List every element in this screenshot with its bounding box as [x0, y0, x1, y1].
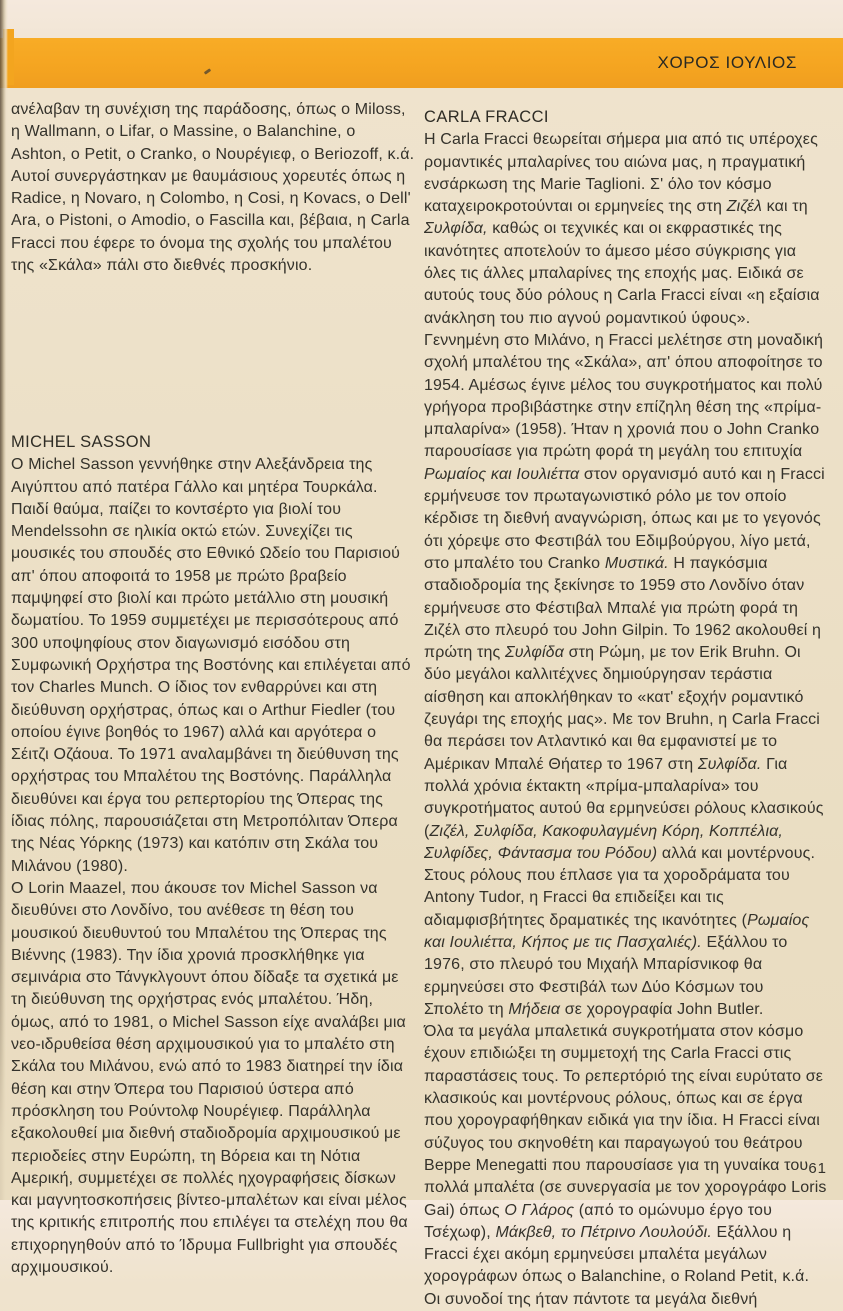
left-column-intro	[11, 99, 415, 277]
right-column-fracci	[424, 106, 827, 1311]
article-paragraph: Ο Michel Sasson γεννήθηκε στην Αλεξάνδρεια της Αιγύπτου από πατέρα Γάλλο και μητέρα Τουρκάλα. Παιδί θαύμα, παίζει το κοντσέρτο για βιολί του Mendelssohn σε ηλικία οκτώ ετών. Συνεχίζει τις μουσικές του σπουδές στο Εθνικό Ωδείο του Παρισιού απ' όπου αποφοιτά το 1958 με πρώτο βραβείο παμψηφεί στο βιολί και πρώτο μετάλλιο στη μουσική δωματίου. Το 1959 συμμετέχει με περισσότερους από 300 υποψηφίους στον διαγωνισμό εισόδου στη Συμφωνική Ορχήστρα της Βοστόνης και επιλέγεται από τον Charles Munch. Ο ίδιος τον ενθαρρύνει και στη διεύθυνση ορχήστρας, όπως και ο Arthur Fiedler (του οποίου έγινε βοηθός το 1967) αλλά και αργότερα ο Σέιτζι Οζάουα. Το 1971 αναλαμβάνει τη διεύθυνση της ορχήστρας του Μπαλέτου της Βοστόνης. Παράλληλα διευθύνει και έργα του ρεπερτορίου της Όπερας της ίδιας πόλης, παρουσιάζεται στη Μετροπόλιταν Όπερα της Νέας Υόρκης (1973) και κατόπιν στη Σκάλα του Μιλάνου (1980).	[11, 456, 411, 875]
page-number: 61	[808, 1160, 827, 1177]
page-binding-edge-fade	[0, 0, 8, 1200]
article-paragraph: Ο Lorin Maazel, που άκουσε τον Michel Sasson να διευθύνει στο Λονδίνο, του ανέθεσε τη θέση του μουσικού διευθυντού του Μπαλέτου της Όπερας της Βιέννης (1983). Την ίδια χρονιά προσκλήθηκε για σεμινάρια στο Τάνγκλγουντ όπου δίδαξε τα σχετικά με τη διεύθυνση της ορχήστρας ενός μπαλέτου. Ήδη, όμως, από το 1981, ο Michel Sasson είχε αναλάβει μια νεο-ιδρυθείσα θέση αρχιμουσικού για το μπαλέτο στη Σκάλα του Μιλάνου, ενώ από το 1983 διατηρεί την ίδια θέση και στην Όπερα του Παρισιού ύστερα από πρόσκληση του Ρούντολφ Νουρέγιεφ. Παράλληλα εξακολουθεί μια διεθνή σταδιοδρομία αρχιμουσικού με περιοδείες στην Ευρώπη, τη Βόρεια και τη Νότια Αμερική, συμμετέχει σε πολλές ηχογραφήσεις δίσκων και μαγνητοσκοπήσεις βίντεο-μπαλέτων και είναι μέλος της κριτικής επιτροπής που επιλέγει τα στελέχη που θα επιχορηγηθούν από το Ίδρυμα Fullbright για σπουδές αρχιμουσικού.	[11, 879, 408, 1276]
article-paragraph: Όλα τα μεγάλα μπαλετικά συγκροτήματα στον κόσμο έχουν επιδιώξει τη συμμετοχή της Carla Fracci στις παραστάσεις τους. Το ρεπερτόριό της είναι ευρύτατο σε κλασικούς και μοντέρνους ρόλους, όπως και σε έργα που χορογραφήθηκαν ειδικά για την ίδια. Η Fracci είναι σύζυγος του σκηνοθέτη και παραγωγού του θεάτρου Beppe Menegatti που παρουσίασε για τη γυναίκα του πολλά μπαλέτα (σε συνεργασία με τον χορογράφο Loris Gai) όπως Ο Γλάρος (από το ομώνυμο έργο του Τσέχωφ), Μάκβεθ, το Πέτρινο Λουλούδι. Εξάλλου η Fracci έχει ακόμη ερμηνεύσει μπαλέτα μεγάλων χορογράφων όπως ο Balanchine, ο Roland Petit, κ.ά. Οι συνοδοί της ήταν πάντοτε τα μεγάλα διεθνή	[424, 1023, 827, 1308]
article-heading-michel-sasson: MICHEL SASSON	[11, 433, 152, 451]
left-column-sasson	[11, 431, 415, 1279]
section-header: ΧΟΡΟΣ ΙΟΥΛΙΟΣ	[657, 53, 797, 72]
article-paragraph: Η Carla Fracci θεωρείται σήμερα μια από τις υπέροχες ρομαντικές μπαλαρίνες του αιώνα μας, η πραγματική ενσάρκωση της Marie Taglioni. Σ' όλο τον κόσμο καταχειροκροτούνται οι ερμηνείες της στη Ζιζέλ και τη Συλφίδα, καθώς οι τεχνικές και οι εκφραστικές της ικανότητες αποτελούν το άμεσο μέσο σύγκρισης για όλες τις άλλες μπαλαρίνες της εποχής μας. Ειδικά σε αυτούς τους δύο ρόλους η Carla Fracci είναι «η εξαίσια ανάκληση του πιο αγνού ρομαντικού ύφους». Γεννημένη στο Μιλάνο, η Fracci μελέτησε στη μοναδική σχολή μπαλέτου της «Σκάλα», απ' όπου αποφοίτησε το 1954. Αμέσως έγινε μέλος του συγκροτήματος και πολύ γρήγορα προβιβάστηκε στην επίζηλη θέση της «πρίμα-μπαλαρίνα» (1958). Ήταν η χρονιά που ο John Cranko παρουσίασε για πρώτη φορά τη μεγάλη του επιτυχία Ρωμαίος και Ιουλιέττα στον οργανισμό αυτό και η Fracci ερμήνευσε τον πρωταγωνιστικό ρόλο με τον οποίο κέρδισε τη διεθνή αναγνώριση, όπως και με το γεγονός ότι χόρεψε στο Φεστιβάλ του Εδιμβούργου, λίγο μετά, στο μπαλέτο του Cranko Μυστικά. Η παγκόσμια σταδιοδρομία της ξεκίνησε το 1959 στο Λονδίνο όταν ερμήνευσε στο Φέστιβαλ Μπαλέ για πρώτη φορά τη Ζιζέλ στο πλευρό του John Gilpin. Το 1962 ακολουθεί η πρώτη της Συλφίδα στη Ρώμη, με τον Erik Bruhn. Οι δύο μεγάλοι καλλιτέχνες δημιούργησαν τεράστια αίσθηση και αποκλήθηκαν το «κατ' εξοχήν ρομαντικό ζευγάρι της εποχής μας». Με τον Bruhn, η Carla Fracci θα περάσει τον Ατλαντικό και θα εμφανιστεί με το Αμέρικαν Μπαλέ Θήατερ το 1967 στη Συλφίδα. Για πολλά χρόνια έκτακτη «πρίμα-μπαλαρίνα» του συγκροτήματος αυτού θα ερμηνεύσει ρόλους κλασικούς (Ζιζέλ, Συλφίδα, Κακοφυλαγμένη Κόρη, Κοππέλια, Συλφίδες, Φάντασμα του Ρόδου) αλλά και μοντέρνους. Στους ρόλους που έπλασε για τα χοροδράματα του Antony Tudor, η Fracci θα επιδείξει και τις αδιαμφισβήτητες δραματικές της ικανότητες (Ρωμαίος και Ιουλιέττα, Κήπος με τις Πασχαλιές). Εξάλλου το 1976, στο πλευρό του Μιχαήλ Μπαρίσνικοφ θα ερμηνεύσει στο Φεστιβάλ των Δύο Κόσμων του Σπολέτο τη Μήδεια σε χορογραφία John Butler.	[424, 131, 825, 1018]
continued-paragraph: ανέλαβαν τη συνέχιση της παράδοσης, όπως ο Miloss, η Wallmann, ο Lifar, ο Massine, ο Balanchine, ο Ashton, ο Petit, ο Cranko, ο Νουρέγιεφ, ο Beriozoff, κ.ά. Αυτοί συνεργάστηκαν με θαυμάσιους χορευτές όπως η Radice, η Novaro, η Colombo, η Cosi, η Kovacs, ο Dell' Ara, ο Pistoni, ο Amodio, ο Fascilla και, βέβαια, η Carla Fracci που έφερε το όνομα της σχολής του μπαλέτου της «Σκάλα» πάλι στο διεθνές προσκήνιο.	[11, 101, 415, 275]
article-heading-carla-fracci: CARLA FRACCI	[424, 108, 549, 126]
